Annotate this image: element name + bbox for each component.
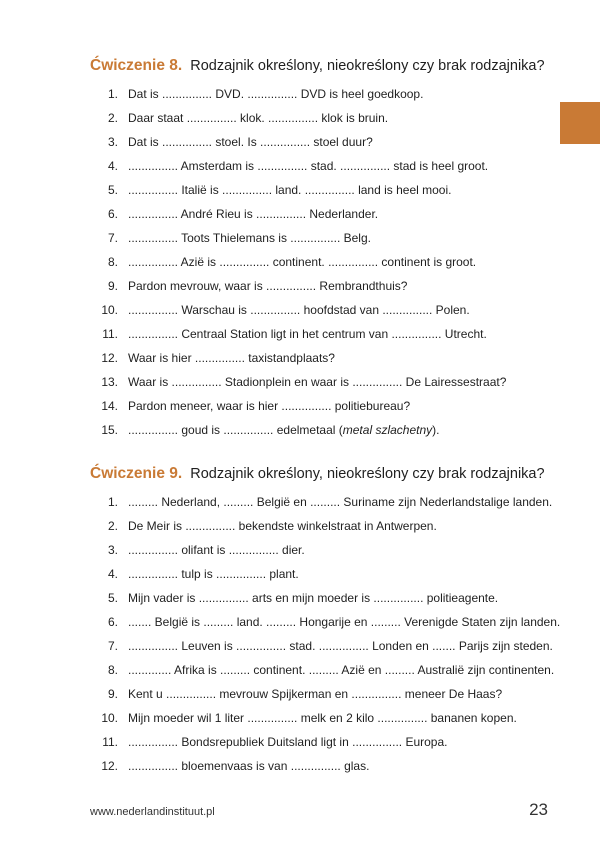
item-number: 6. xyxy=(107,615,118,629)
exercise-item xyxy=(90,394,570,418)
item-text: Mijn vader is ............... arts en mijn moeder is ............... politieagente. xyxy=(128,591,499,605)
item-number: 5. xyxy=(107,591,118,605)
item-text: ............... Amsterdam is ............... stad. ............... stad is heel groot. xyxy=(128,159,489,173)
section-9-heading: Rodzajnik określony, nieokreślony czy brak rodzajnika? xyxy=(190,466,545,482)
exercise-item xyxy=(90,82,570,106)
exercise-item xyxy=(90,298,570,322)
item-number: 10. xyxy=(101,711,118,725)
item-translation: metal szlachetny xyxy=(342,423,433,437)
item-number: 15. xyxy=(101,423,118,437)
exercise-9-list xyxy=(90,490,570,778)
item-text: Dat is ............... stoel. Is ............... stoel duur? xyxy=(128,135,373,149)
item-text: ............... Azië is ............... continent. ............... continent is groot. xyxy=(128,255,477,269)
footer-url: www.nederlandinstituut.pl xyxy=(90,806,215,818)
item-text: ............... Warschau is ............... hoofdstad van ............... Polen. xyxy=(128,303,470,317)
item-text: ....... België is ......... land. ......... Hongarije en ......... Verenigde Staten zijn landen. xyxy=(128,615,561,629)
exercise-item xyxy=(90,682,570,706)
item-number: 2. xyxy=(107,519,118,533)
exercise-item xyxy=(90,154,570,178)
item-number: 10. xyxy=(101,303,118,317)
exercise-item xyxy=(90,250,570,274)
item-number: 11. xyxy=(102,327,118,341)
exercise-item xyxy=(90,370,570,394)
exercise-item xyxy=(90,514,570,538)
item-number: 13. xyxy=(101,375,118,389)
item-number: 4. xyxy=(107,159,118,173)
exercise-8-list xyxy=(90,82,570,442)
item-number: 7. xyxy=(107,639,118,653)
exercise-item xyxy=(90,610,570,634)
exercise-item xyxy=(90,634,570,658)
item-text: ............. Afrika is ......... continent. ......... Azië en ......... Australië zijn continenten. xyxy=(128,663,555,677)
item-number: 12. xyxy=(101,351,118,365)
item-number: 1. xyxy=(107,495,118,509)
section-8-number: Ćwiczenie 8. xyxy=(90,57,183,74)
item-number: 7. xyxy=(107,231,118,245)
exercise-item xyxy=(90,658,570,682)
item-number: 11. xyxy=(102,735,118,749)
section-8-heading: Rodzajnik określony, nieokreślony czy brak rodzajnika? xyxy=(190,58,545,74)
item-text: ............... André Rieu is ............... Nederlander. xyxy=(128,207,379,221)
item-number: 8. xyxy=(107,663,118,677)
item-number: 9. xyxy=(107,279,118,293)
item-text: ............... tulp is ............... plant. xyxy=(128,567,299,581)
exercise-item xyxy=(90,178,570,202)
item-number: 6. xyxy=(107,207,118,221)
item-number: 5. xyxy=(107,183,118,197)
item-text: ............... bloemenvaas is van ............... glas. xyxy=(128,759,370,773)
exercise-item xyxy=(90,586,570,610)
item-text: ............... goud is ............... edelmetaal (metal szlachetny). xyxy=(128,423,440,437)
item-text: ............... olifant is ............... dier. xyxy=(128,543,305,557)
item-text: ......... Nederland, ......... België en ......... Suriname zijn Nederlandstalige landen. xyxy=(128,495,553,509)
item-text: ............... Toots Thielemans is ............... Belg. xyxy=(128,231,371,245)
item-text: Daar staat ............... klok. ............... klok is bruin. xyxy=(128,111,389,125)
exercise-item xyxy=(90,322,570,346)
item-text: ............... Leuven is ............... stad. ............... Londen en ....... Parijs zijn steden. xyxy=(128,639,553,653)
section-8-title xyxy=(90,57,545,75)
item-number: 8. xyxy=(107,255,118,269)
exercise-item xyxy=(90,106,570,130)
item-text: Waar is ............... Stadionplein en waar is ............... De Lairessestraat? xyxy=(128,375,507,389)
item-text: De Meir is ............... bekendste winkelstraat in Antwerpen. xyxy=(128,519,437,533)
item-text: ............... Italië is ............... land. ............... land is heel mooi. xyxy=(128,183,452,197)
item-number: 3. xyxy=(107,135,118,149)
section-9-number: Ćwiczenie 9. xyxy=(90,465,183,482)
item-text: Pardon mevrouw, waar is ............... Rembrandthuis? xyxy=(128,279,408,293)
exercise-item xyxy=(90,130,570,154)
item-number: 14. xyxy=(101,399,118,413)
item-text: ............... Centraal Station ligt in het centrum van ............... Utrecht. xyxy=(128,327,487,341)
item-text: Kent u ............... mevrouw Spijkerman en ............... meneer De Haas? xyxy=(128,687,503,701)
exercise-item xyxy=(90,538,570,562)
exercise-item xyxy=(90,706,570,730)
page-number: 23 xyxy=(529,800,548,819)
exercise-item xyxy=(90,226,570,250)
section-9-title xyxy=(90,465,545,483)
item-text: ............... Bondsrepubliek Duitsland ligt in ............... Europa. xyxy=(128,735,448,749)
exercise-item xyxy=(90,730,570,754)
item-text: Waar is hier ............... taxistandplaats? xyxy=(128,351,335,365)
exercise-item xyxy=(90,490,570,514)
item-number: 9. xyxy=(107,687,118,701)
exercise-item xyxy=(90,418,570,442)
exercise-item xyxy=(90,202,570,226)
item-number: 2. xyxy=(107,111,118,125)
exercise-item xyxy=(90,346,570,370)
item-text: Mijn moeder wil 1 liter ............... melk en 2 kilo ............... bananen kopen. xyxy=(128,711,517,725)
item-number: 1. xyxy=(107,87,118,101)
item-number: 12. xyxy=(101,759,118,773)
exercise-item xyxy=(90,562,570,586)
item-text: Pardon meneer, waar is hier ............... politiebureau? xyxy=(128,399,411,413)
exercise-item xyxy=(90,754,570,778)
item-text: Dat is ............... DVD. ............... DVD is heel goedkoop. xyxy=(128,87,424,101)
item-number: 3. xyxy=(107,543,118,557)
item-number: 4. xyxy=(107,567,118,581)
exercise-item xyxy=(90,274,570,298)
